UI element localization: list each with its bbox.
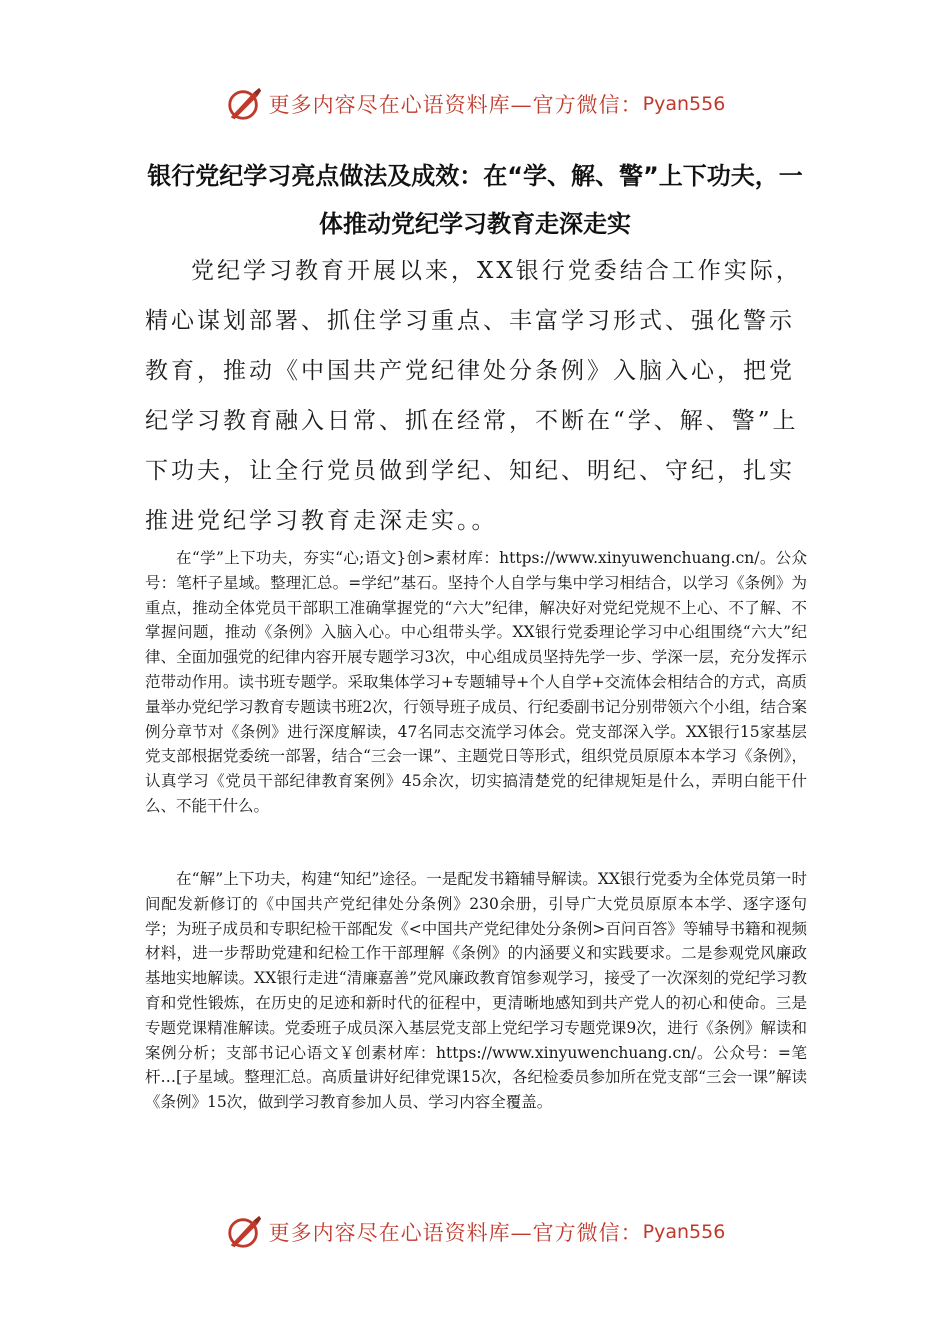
watermark-text: 更多内容尽在心语资料库—官方微信： <box>268 1221 643 1245</box>
watermark-wechat: Pyan556 <box>642 1221 726 1243</box>
pen-logo-icon <box>225 1213 263 1251</box>
document-title: 银行党纪学习亮点做法及成效：在“学、解、警”上下功夫，一体推动党纪学习教育走深走实 <box>147 162 803 238</box>
lead-paragraph: 党纪学习教育开展以来，XX银行党委结合工作实际，精心谋划部署、抓住学习重点、丰富学习形式、强化警示教育，推动《中国共产党纪律处分条例》入脑入心，把党纪学习教育融入日常、抓在经常，不断在“学、解、警”上下功夫，让全行党员做到学纪、知纪、明纪、守纪，扎实推进党纪学习教育走深走实。。 <box>145 258 802 534</box>
body-paragraph-interpret: 在“解”上下功夫，构建“知纪”途径。一是配发书籍辅导解读。XX银行党委为全体党员第一时间配发新修订的《中国共产党纪律处分条例》230余册，引导广大党员原原本本学、逐字逐句学；为班子成员和专职纪检干部配发《<中国共产党纪律处分条例>百问百答》等辅导书籍和视频材料，进一步帮助党建和纪检工作干部理解《条例》的内涵要义和实践要求。二是参观党风廉政基地实地解读。XX银行走进“清廉嘉善”党风廉政教育馆参观学习，接受了一次深刻的党纪学习教育和党性锻炼，在历史的足迹和新时代的征程中，更清晰地感知到共产党人的初心和使命。三是专题党课精准解读。党委班子成员深入基层党支部上党纪学习专题党课9次，进行《条例》解读和案例分析；支部书记心语文￥创素材库：https://www.xinyuwenchuang.cn/。公众号：=笔杆…[子星域。整理汇总。高质量讲好纪律党课15次，各纪检委员参加所在党支部“三会一课”解读《条例》15次，做到学习教育参加人员、学习内容全覆盖。 <box>145 870 807 1112</box>
watermark-banner-bottom <box>0 1210 950 1254</box>
body-paragraph-study: 在“学”上下功夫，夯实“心;语文}创>素材库：https://www.xinyuwenchuang.cn/。公众号：笔杆子星域。整理汇总。=学纪”基石。坚持个人自学与集中学习相结合，以学习《条例》为重点，推动全体党员干部职工准确掌握党的“六大”纪律，解决好对党纪党规不上心、不了解、不掌握问题，推动《条例》入脑入心。中心组带头学。XX银行党委理论学习中心组围绕“六大”纪律、全面加强党的纪律内容开展专题学习3次，中心组成员坚持先学一步、学深一层，充分发挥示范带动作用。读书班专题学。采取集体学习+专题辅导+个人自学+交流体会相结合的方式，高质量举办党纪学习教育专题读书班2次，行领导班子成员、行纪委副书记分别带领六个小组，结合案例分章节对《条例》进行深度解读，47名同志交流学习体会。党支部深入学。XX银行15家基层党支部根据党委统一部署，结合“三会一课”、主题党日等形式，组织党员原原本本学习《条例》，认真学习《党员干部纪律教育案例》45余次，切实搞清楚党的纪律规矩是什么，弄明白能干什么、不能干什么。 <box>145 549 807 815</box>
watermark-wechat: Pyan556 <box>642 93 726 115</box>
watermark-banner-top <box>0 82 950 126</box>
pen-logo-icon <box>225 85 263 123</box>
watermark-text: 更多内容尽在心语资料库—官方微信： <box>268 93 643 117</box>
